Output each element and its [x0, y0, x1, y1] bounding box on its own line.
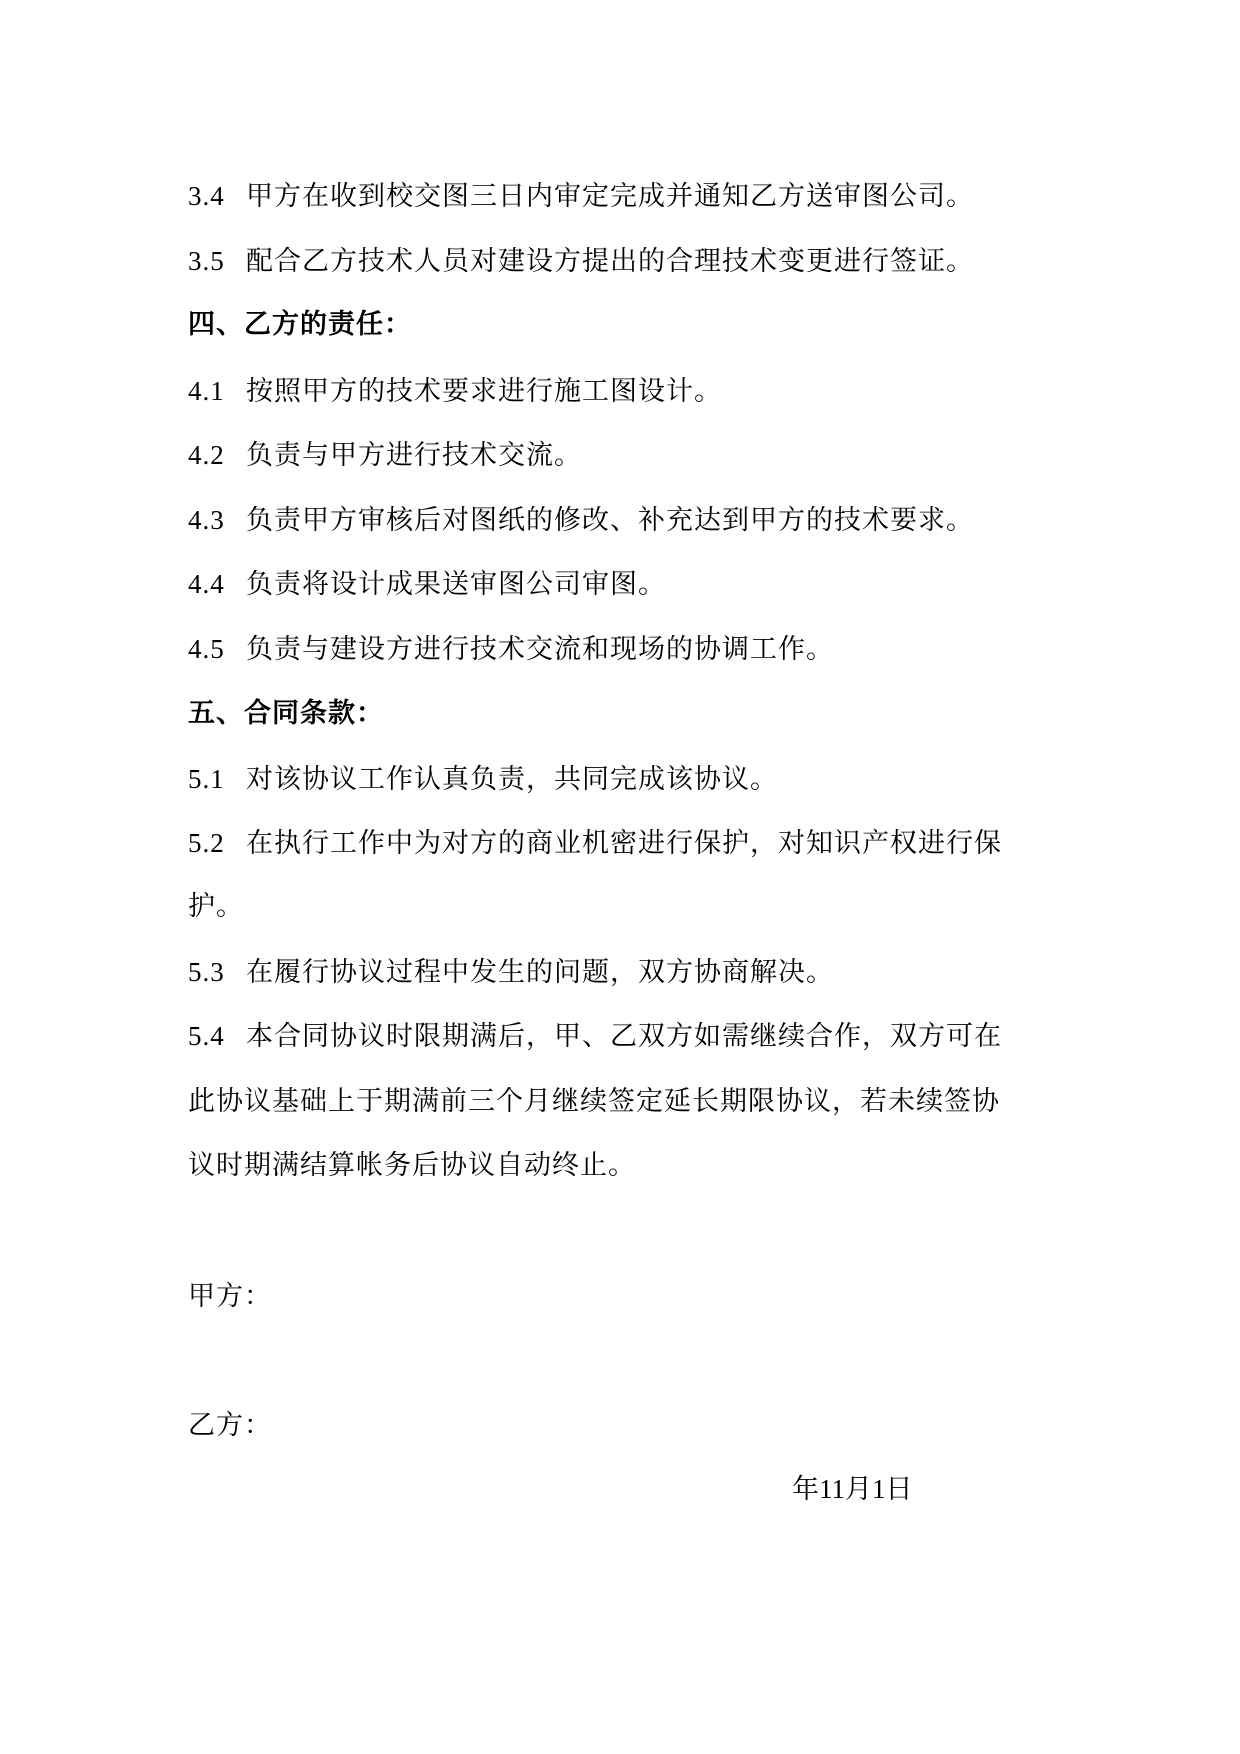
clause-5-4-continuation-2: 议时期满结算帐务后协议自动终止。 — [188, 1150, 636, 1181]
clause-text: 本合同协议时限期满后，甲、乙双方如需继续合作，双方可在 — [246, 1021, 1002, 1052]
party-a-signature-label: 甲方： — [188, 1281, 272, 1312]
clause-text: 负责甲方审核后对图纸的修改、补充达到甲方的技术要求。 — [246, 505, 974, 536]
clause-number: 4.5 — [188, 634, 225, 664]
clause-number: 3.4 — [188, 181, 225, 211]
clause-text: 负责与甲方进行技术交流。 — [246, 440, 582, 471]
clause-number: 3.5 — [188, 246, 225, 276]
clause-4-4 — [188, 567, 666, 602]
signing-date — [792, 1472, 913, 1507]
clause-text: 在执行工作中为对方的商业机密进行保护，对知识产权进行保 — [246, 828, 1002, 859]
clause-number: 5.4 — [188, 1021, 225, 1051]
clause-number: 5.3 — [188, 957, 225, 987]
clause-5-2 — [188, 826, 1002, 861]
party-b-signature-label: 乙方： — [188, 1410, 272, 1441]
clause-number: 4.2 — [188, 440, 225, 470]
clause-5-1 — [188, 762, 778, 797]
clause-5-3 — [188, 955, 834, 990]
date-month-suffix: 月 — [845, 1474, 872, 1505]
clause-text: 按照甲方的技术要求进行施工图设计。 — [246, 376, 722, 407]
clause-number: 5.2 — [188, 828, 225, 858]
clause-text: 对该协议工作认真负责，共同完成该协议。 — [246, 764, 778, 795]
clause-text: 负责将设计成果送审图公司审图。 — [246, 569, 666, 600]
clause-5-4-continuation: 此协议基础上于期满前三个月继续签定延长期限协议，若未续签协 — [188, 1086, 1000, 1117]
date-day-suffix: 日 — [885, 1474, 913, 1505]
clause-4-2 — [188, 438, 582, 473]
clause-3-5 — [188, 244, 974, 279]
date-month: 11 — [819, 1474, 845, 1504]
clause-3-4 — [188, 179, 974, 214]
clause-text: 配合乙方技术人员对建设方提出的合理技术变更进行签证。 — [246, 246, 974, 277]
clause-4-3 — [188, 503, 974, 538]
date-day: 1 — [872, 1474, 886, 1504]
section-heading-5: 五、合同条款： — [188, 698, 384, 729]
clause-number: 4.4 — [188, 569, 225, 599]
clause-number: 4.1 — [188, 376, 225, 406]
clause-text: 甲方在收到校交图三日内审定完成并通知乙方送审图公司。 — [246, 181, 974, 212]
clause-4-1 — [188, 374, 722, 409]
clause-5-2-continuation: 护。 — [188, 891, 244, 922]
clause-text: 在履行协议过程中发生的问题，双方协商解决。 — [246, 957, 834, 988]
clause-5-4 — [188, 1019, 1002, 1054]
clause-number: 5.1 — [188, 764, 225, 794]
clause-4-5 — [188, 632, 834, 667]
clause-number: 4.3 — [188, 505, 225, 535]
section-heading-4: 四、乙方的责任： — [188, 309, 412, 340]
clause-text: 负责与建设方进行技术交流和现场的协调工作。 — [246, 634, 834, 665]
date-year-suffix: 年 — [792, 1474, 819, 1505]
